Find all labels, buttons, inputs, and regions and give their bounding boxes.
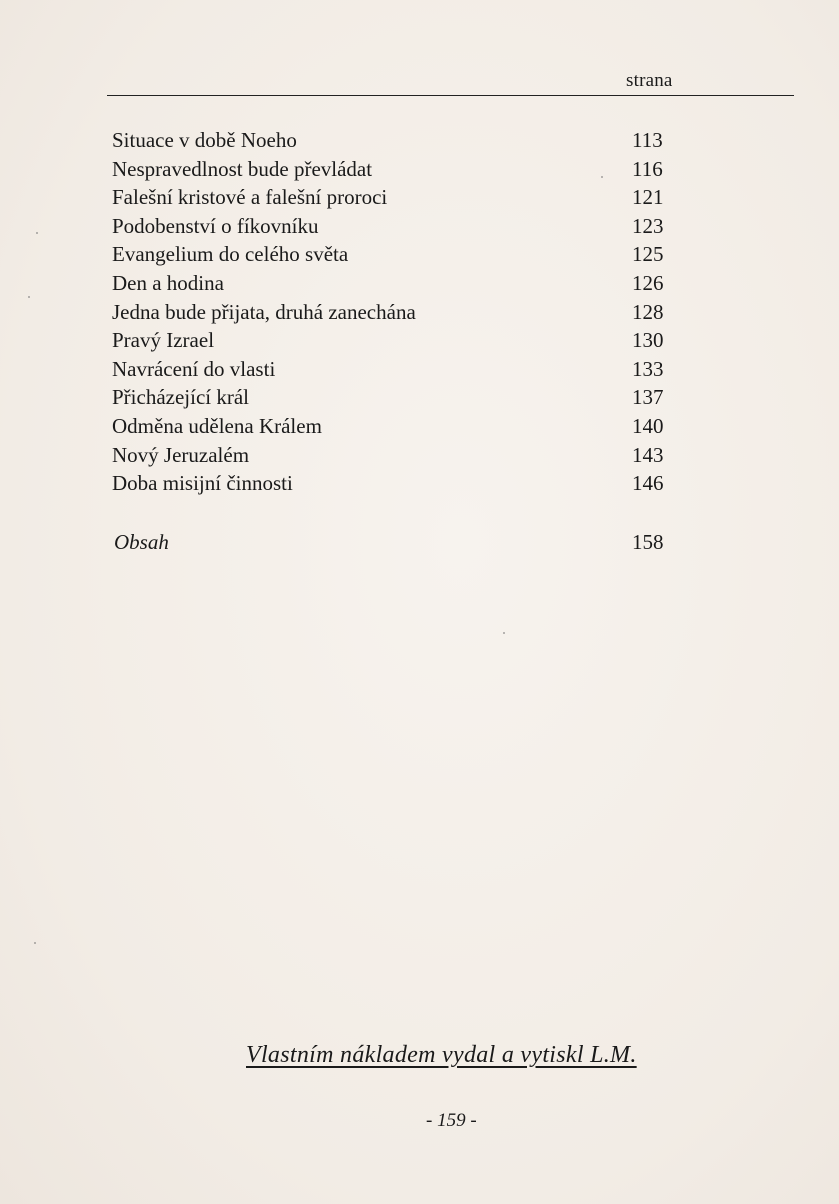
scan-speck <box>34 942 36 944</box>
toc-entry <box>112 326 672 355</box>
toc-entry-page: 130 <box>632 328 664 353</box>
toc-entry-title: Nový Jeruzalém <box>112 442 250 467</box>
scan-speck <box>601 176 603 178</box>
toc-entry <box>112 469 672 498</box>
toc-entry <box>112 155 672 184</box>
toc-entry-page: 113 <box>632 128 663 152</box>
toc-entry-page: 121 <box>632 185 664 210</box>
toc-entry-title: Jedna bude přijata, druhá zanechána <box>112 299 416 324</box>
toc-entry-title: Pravý Izrael <box>112 328 215 353</box>
toc-entry-page: 137 <box>632 385 664 410</box>
toc-entry-title: Doba misijní činnosti <box>112 471 293 496</box>
toc-entry-page: 126 <box>632 270 664 295</box>
scan-speck <box>28 296 30 298</box>
toc-entry <box>112 240 672 269</box>
toc-entry-title: Nespravedlnost bude převládat <box>112 156 373 181</box>
toc-entry-page: 123 <box>632 213 664 238</box>
toc-entry-title: Navrácení do vlasti <box>112 356 276 381</box>
toc-entry-title: Přicházející král <box>112 385 250 410</box>
toc-entry-title: Odměna udělena Králem <box>112 413 322 438</box>
toc-entry <box>112 126 672 155</box>
toc-contents-title: Obsah <box>114 530 169 554</box>
toc-contents-page: 158 <box>632 530 664 554</box>
toc-entry-title: Evangelium do celého světa <box>112 242 349 267</box>
toc-entry-title: Den a hodina <box>112 270 224 295</box>
toc-entry <box>112 355 672 384</box>
header-divider <box>107 95 794 96</box>
toc-entry-page: 146 <box>632 471 664 496</box>
page-number: - 159 - <box>426 1110 477 1131</box>
toc-entry <box>112 441 672 470</box>
toc-entry <box>112 183 672 212</box>
scan-speck <box>503 632 505 634</box>
toc-entry <box>112 383 672 412</box>
toc-entry <box>112 212 672 241</box>
table-of-contents <box>112 126 672 498</box>
toc-entry-page: 116 <box>632 156 663 181</box>
scan-speck <box>36 232 38 234</box>
toc-entry-page: 143 <box>632 442 664 467</box>
toc-entry <box>112 298 672 327</box>
toc-entry-title: Falešní kristové a falešní proroci <box>112 185 388 210</box>
toc-entry-page: 140 <box>632 413 664 438</box>
toc-entry <box>112 412 672 441</box>
toc-entry-page: 128 <box>632 299 664 324</box>
toc-contents-entry <box>112 527 672 557</box>
page-column-header: strana <box>626 70 673 91</box>
toc-entry-page: 125 <box>632 242 664 267</box>
toc-entry <box>112 269 672 298</box>
toc-entry-title: Situace v době Noeho <box>112 128 297 152</box>
toc-entry-page: 133 <box>632 356 664 381</box>
publisher-imprint: Vlastním nákladem vydal a vytiskl L.M. <box>246 1042 637 1068</box>
toc-entry-title: Podobenství o fíkovníku <box>112 213 319 238</box>
